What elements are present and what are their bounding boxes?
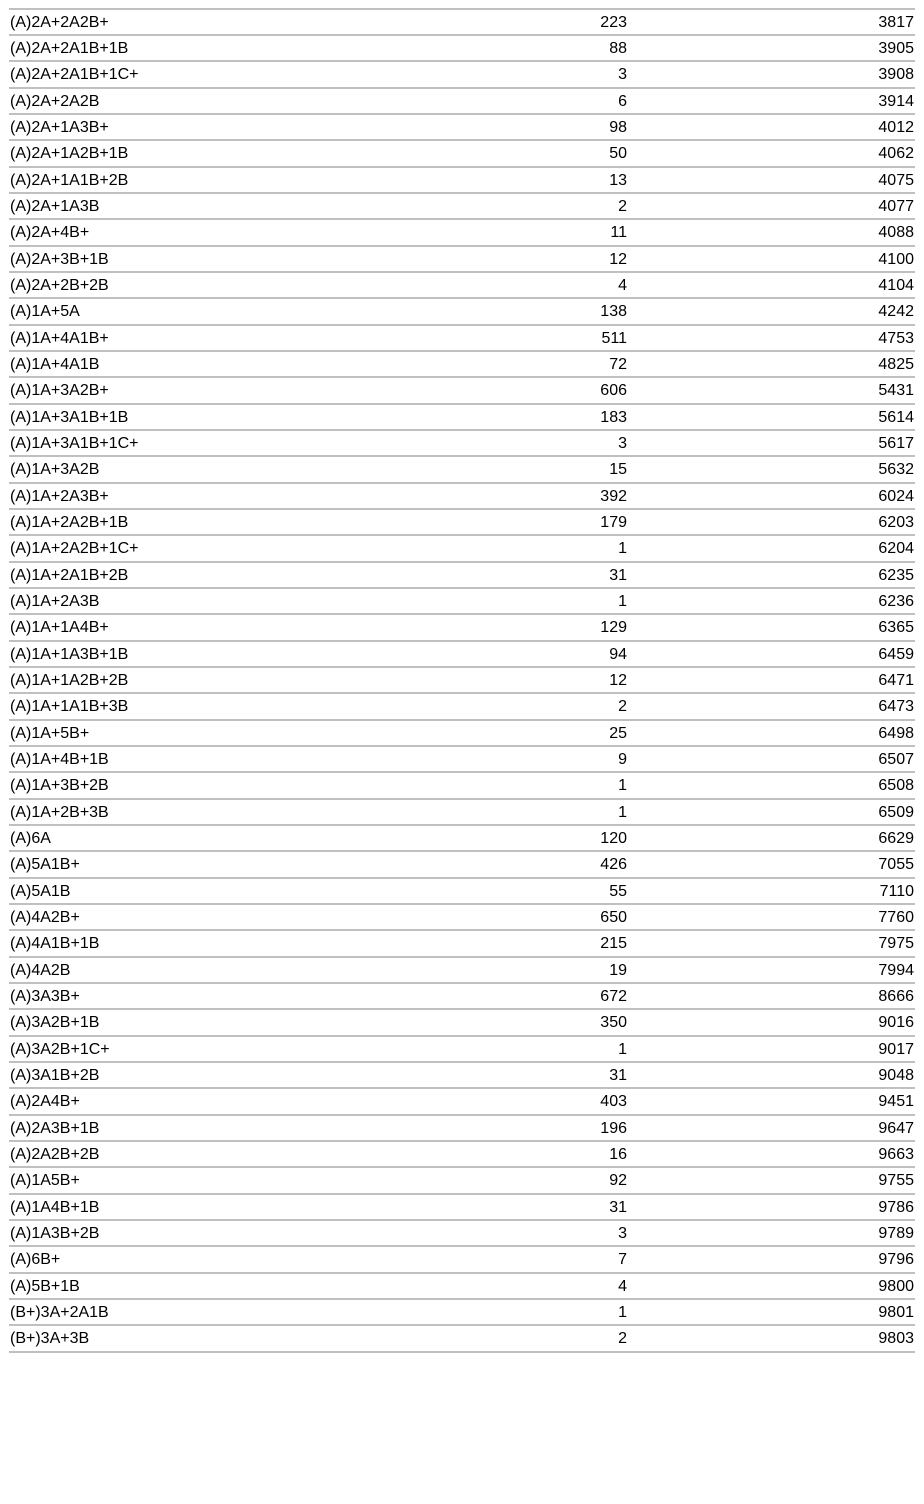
table-row bbox=[9, 1195, 915, 1221]
count-cell: 31 bbox=[609, 1067, 627, 1084]
count-cell: 1 bbox=[618, 540, 627, 557]
cumulative-cell: 9789 bbox=[878, 1225, 914, 1242]
pattern-cell: (A)1A+1A1B+3B bbox=[10, 698, 129, 715]
table-row bbox=[9, 615, 915, 642]
count-cell: 6 bbox=[618, 93, 627, 110]
pattern-cell: (A)2A+2B+2B bbox=[10, 277, 109, 294]
pattern-cell: (A)1A+2B+3B bbox=[10, 804, 109, 821]
cumulative-cell: 9048 bbox=[878, 1067, 914, 1084]
count-cell: 129 bbox=[600, 619, 627, 636]
count-cell: 426 bbox=[600, 856, 627, 873]
count-cell: 392 bbox=[600, 488, 627, 505]
count-cell: 215 bbox=[600, 935, 627, 952]
count-cell: 403 bbox=[600, 1093, 627, 1110]
cumulative-cell: 4012 bbox=[878, 119, 914, 136]
pattern-cell: (A)6B+ bbox=[10, 1251, 61, 1268]
pattern-cell: (A)2A4B+ bbox=[10, 1093, 80, 1110]
table-row bbox=[9, 89, 915, 115]
count-cell: 672 bbox=[600, 988, 627, 1005]
pattern-cell: (A)1A+3A1B+1B bbox=[10, 409, 129, 426]
cumulative-cell: 6508 bbox=[878, 777, 914, 794]
pattern-cell: (A)4A2B+ bbox=[10, 909, 80, 926]
cumulative-cell: 9796 bbox=[878, 1251, 914, 1268]
pattern-cell: (A)1A+1A2B+2B bbox=[10, 672, 129, 689]
cumulative-cell: 5614 bbox=[878, 409, 914, 426]
count-cell: 31 bbox=[609, 567, 627, 584]
pattern-cell: (A)2A+2A2B bbox=[10, 93, 100, 110]
count-cell: 179 bbox=[600, 514, 627, 531]
table-row bbox=[9, 905, 915, 931]
table-row bbox=[9, 457, 915, 484]
cumulative-cell: 5617 bbox=[878, 435, 914, 452]
pattern-cell: (A)1A5B+ bbox=[10, 1172, 80, 1189]
cumulative-cell: 9800 bbox=[878, 1278, 914, 1295]
table-row bbox=[9, 721, 915, 747]
cumulative-cell: 9801 bbox=[878, 1304, 914, 1321]
pattern-cell: (A)1A+1A3B+1B bbox=[10, 646, 129, 663]
pattern-cell: (A)1A+3B+2B bbox=[10, 777, 109, 794]
cumulative-cell: 3908 bbox=[878, 66, 914, 83]
count-cell: 94 bbox=[609, 646, 627, 663]
cumulative-cell: 9786 bbox=[878, 1199, 914, 1216]
table-row bbox=[9, 326, 915, 352]
table-row bbox=[9, 1247, 915, 1274]
pattern-cell: (A)1A+1A4B+ bbox=[10, 619, 109, 636]
table-row bbox=[9, 1010, 915, 1037]
table-row bbox=[9, 536, 915, 563]
count-cell: 650 bbox=[600, 909, 627, 926]
cumulative-cell: 6236 bbox=[878, 593, 914, 610]
pattern-cell: (A)2A2B+2B bbox=[10, 1146, 100, 1163]
table-row bbox=[9, 852, 915, 879]
cumulative-cell: 9803 bbox=[878, 1330, 914, 1347]
cumulative-cell: 9016 bbox=[878, 1014, 914, 1031]
pattern-cell: (A)1A+3A1B+1C+ bbox=[10, 435, 139, 452]
cumulative-cell: 5431 bbox=[878, 382, 914, 399]
count-cell: 511 bbox=[601, 330, 627, 347]
cumulative-cell: 3817 bbox=[878, 14, 914, 31]
count-cell: 606 bbox=[600, 382, 627, 399]
table-row bbox=[9, 10, 915, 36]
pattern-cell: (A)5A1B bbox=[10, 883, 71, 900]
pattern-cell: (A)1A+5A bbox=[10, 303, 80, 320]
cumulative-cell: 6471 bbox=[878, 672, 914, 689]
cumulative-cell: 7975 bbox=[878, 935, 914, 952]
pattern-cell: (A)1A+4A1B+ bbox=[10, 330, 109, 347]
cumulative-cell: 4242 bbox=[878, 303, 914, 320]
table-row bbox=[9, 589, 915, 615]
table-row bbox=[9, 694, 915, 721]
cumulative-cell: 9647 bbox=[878, 1120, 914, 1137]
cumulative-cell: 4088 bbox=[878, 224, 914, 241]
cumulative-cell: 4077 bbox=[878, 198, 914, 215]
cumulative-cell: 9755 bbox=[878, 1172, 914, 1189]
pattern-cell: (A)1A+5B+ bbox=[10, 725, 90, 742]
count-cell: 3 bbox=[618, 435, 627, 452]
pattern-cell: (A)1A4B+1B bbox=[10, 1199, 100, 1216]
cumulative-cell: 4075 bbox=[878, 172, 914, 189]
count-cell: 1 bbox=[618, 777, 627, 794]
pattern-cell: (A)3A2B+1C+ bbox=[10, 1041, 110, 1058]
cumulative-cell: 6235 bbox=[878, 567, 914, 584]
pattern-cell: (A)2A+2A1B+1C+ bbox=[10, 66, 139, 83]
cumulative-cell: 3905 bbox=[878, 40, 914, 57]
cumulative-cell: 4825 bbox=[878, 356, 914, 373]
pattern-cell: (B+)3A+3B bbox=[10, 1330, 90, 1347]
table-row bbox=[9, 1089, 915, 1116]
pattern-cell: (A)6A bbox=[10, 830, 51, 847]
table-row bbox=[9, 220, 915, 247]
table-row bbox=[9, 1326, 915, 1353]
count-cell: 223 bbox=[600, 14, 627, 31]
pattern-cell: (A)2A+4B+ bbox=[10, 224, 90, 241]
table-row bbox=[9, 378, 915, 405]
count-cell: 1 bbox=[618, 593, 627, 610]
table-row bbox=[9, 1116, 915, 1142]
pattern-cell: (A)1A+4A1B bbox=[10, 356, 100, 373]
cumulative-cell: 6459 bbox=[878, 646, 914, 663]
count-cell: 2 bbox=[618, 198, 627, 215]
table-row bbox=[9, 299, 915, 326]
count-cell: 7 bbox=[618, 1251, 627, 1268]
pattern-cell: (A)2A+3B+1B bbox=[10, 251, 109, 268]
count-cell: 92 bbox=[609, 1172, 627, 1189]
table-row bbox=[9, 563, 915, 589]
count-cell: 13 bbox=[609, 172, 627, 189]
cumulative-cell: 7055 bbox=[878, 856, 914, 873]
count-cell: 3 bbox=[618, 1225, 627, 1242]
table-row bbox=[9, 1063, 915, 1089]
count-cell: 88 bbox=[609, 40, 627, 57]
count-cell: 9 bbox=[618, 751, 627, 768]
count-cell: 2 bbox=[618, 1330, 627, 1347]
pattern-cell: (A)4A1B+1B bbox=[10, 935, 100, 952]
count-cell: 12 bbox=[609, 672, 627, 689]
cumulative-cell: 7760 bbox=[878, 909, 914, 926]
count-cell: 120 bbox=[600, 830, 627, 847]
count-cell: 2 bbox=[618, 698, 627, 715]
count-cell: 25 bbox=[609, 725, 627, 742]
pattern-cell: (A)2A+1A2B+1B bbox=[10, 145, 129, 162]
table-row bbox=[9, 194, 915, 220]
pattern-cell: (A)2A+1A3B bbox=[10, 198, 100, 215]
pattern-cell: (A)1A+2A2B+1C+ bbox=[10, 540, 139, 557]
cumulative-cell: 5632 bbox=[878, 461, 914, 478]
cumulative-cell: 6507 bbox=[878, 751, 914, 768]
table-body bbox=[9, 10, 915, 1353]
count-cell: 12 bbox=[609, 251, 627, 268]
pattern-cell: (A)2A+1A3B+ bbox=[10, 119, 109, 136]
table-row bbox=[9, 510, 915, 536]
count-cell: 183 bbox=[600, 409, 627, 426]
table-row bbox=[9, 984, 915, 1010]
cumulative-cell: 6203 bbox=[878, 514, 914, 531]
cumulative-cell: 6204 bbox=[878, 540, 914, 557]
pattern-cell: (A)1A+2A3B+ bbox=[10, 488, 109, 505]
pattern-cell: (B+)3A+2A1B bbox=[10, 1304, 109, 1321]
pattern-cell: (A)1A+2A1B+2B bbox=[10, 567, 129, 584]
cumulative-cell: 6629 bbox=[878, 830, 914, 847]
pattern-cell: (A)2A3B+1B bbox=[10, 1120, 100, 1137]
cumulative-cell: 6473 bbox=[878, 698, 914, 715]
cumulative-cell: 9451 bbox=[878, 1093, 914, 1110]
table-row bbox=[9, 273, 915, 299]
cumulative-cell: 6024 bbox=[878, 488, 914, 505]
count-cell: 50 bbox=[609, 145, 627, 162]
table-row bbox=[9, 115, 915, 141]
count-cell: 72 bbox=[609, 356, 627, 373]
table-row bbox=[9, 668, 915, 694]
cumulative-cell: 9017 bbox=[878, 1041, 914, 1058]
count-cell: 19 bbox=[609, 962, 627, 979]
count-cell: 3 bbox=[618, 66, 627, 83]
count-cell: 16 bbox=[609, 1146, 627, 1163]
count-cell: 98 bbox=[609, 119, 627, 136]
pattern-cell: (A)2A+1A1B+2B bbox=[10, 172, 129, 189]
cumulative-cell: 3914 bbox=[878, 93, 914, 110]
cumulative-cell: 4753 bbox=[878, 330, 914, 347]
pattern-cell: (A)2A+2A2B+ bbox=[10, 14, 109, 31]
data-table bbox=[9, 8, 915, 1353]
table-row bbox=[9, 247, 915, 273]
pattern-cell: (A)3A2B+1B bbox=[10, 1014, 100, 1031]
pattern-cell: (A)3A1B+2B bbox=[10, 1067, 100, 1084]
table-row bbox=[9, 826, 915, 852]
pattern-cell: (A)1A+3A2B+ bbox=[10, 382, 109, 399]
count-cell: 55 bbox=[609, 883, 627, 900]
table-row bbox=[9, 62, 915, 89]
pattern-cell: (A)1A+2A2B+1B bbox=[10, 514, 129, 531]
cumulative-cell: 7110 bbox=[879, 883, 914, 900]
table-row bbox=[9, 1300, 915, 1326]
table-row bbox=[9, 931, 915, 958]
pattern-cell: (A)1A+4B+1B bbox=[10, 751, 109, 768]
cumulative-cell: 6509 bbox=[878, 804, 914, 821]
pattern-cell: (A)1A3B+2B bbox=[10, 1225, 100, 1242]
table-row bbox=[9, 1142, 915, 1168]
pattern-cell: (A)5A1B+ bbox=[10, 856, 80, 873]
table-row bbox=[9, 352, 915, 378]
table-row bbox=[9, 747, 915, 773]
table-row bbox=[9, 141, 915, 168]
cumulative-cell: 4104 bbox=[878, 277, 914, 294]
count-cell: 1 bbox=[618, 804, 627, 821]
table-row bbox=[9, 1168, 915, 1195]
cumulative-cell: 4062 bbox=[878, 145, 914, 162]
count-cell: 138 bbox=[600, 303, 627, 320]
cumulative-cell: 6365 bbox=[878, 619, 914, 636]
count-cell: 4 bbox=[618, 1278, 627, 1295]
table-row bbox=[9, 642, 915, 668]
table-row bbox=[9, 405, 915, 431]
table-row bbox=[9, 1037, 915, 1063]
count-cell: 196 bbox=[600, 1120, 627, 1137]
table-row bbox=[9, 773, 915, 800]
pattern-cell: (A)1A+3A2B bbox=[10, 461, 100, 478]
table-row bbox=[9, 1274, 915, 1300]
table-row bbox=[9, 800, 915, 826]
cumulative-cell: 6498 bbox=[878, 725, 914, 742]
table-row bbox=[9, 431, 915, 457]
cumulative-cell: 4100 bbox=[878, 251, 914, 268]
pattern-cell: (A)5B+1B bbox=[10, 1278, 80, 1295]
pattern-cell: (A)3A3B+ bbox=[10, 988, 80, 1005]
count-cell: 11 bbox=[610, 224, 627, 241]
table-row bbox=[9, 36, 915, 62]
table-row bbox=[9, 879, 915, 905]
cumulative-cell: 7994 bbox=[878, 962, 914, 979]
pattern-cell: (A)2A+2A1B+1B bbox=[10, 40, 129, 57]
count-cell: 350 bbox=[600, 1014, 627, 1031]
table-row bbox=[9, 484, 915, 510]
count-cell: 4 bbox=[618, 277, 627, 294]
count-cell: 31 bbox=[609, 1199, 627, 1216]
table-row bbox=[9, 958, 915, 984]
table-row bbox=[9, 168, 915, 194]
table-row bbox=[9, 1221, 915, 1247]
count-cell: 15 bbox=[609, 461, 627, 478]
cumulative-cell: 8666 bbox=[878, 988, 914, 1005]
count-cell: 1 bbox=[618, 1304, 627, 1321]
cumulative-cell: 9663 bbox=[878, 1146, 914, 1163]
pattern-cell: (A)4A2B bbox=[10, 962, 71, 979]
pattern-cell: (A)1A+2A3B bbox=[10, 593, 100, 610]
count-cell: 1 bbox=[618, 1041, 627, 1058]
